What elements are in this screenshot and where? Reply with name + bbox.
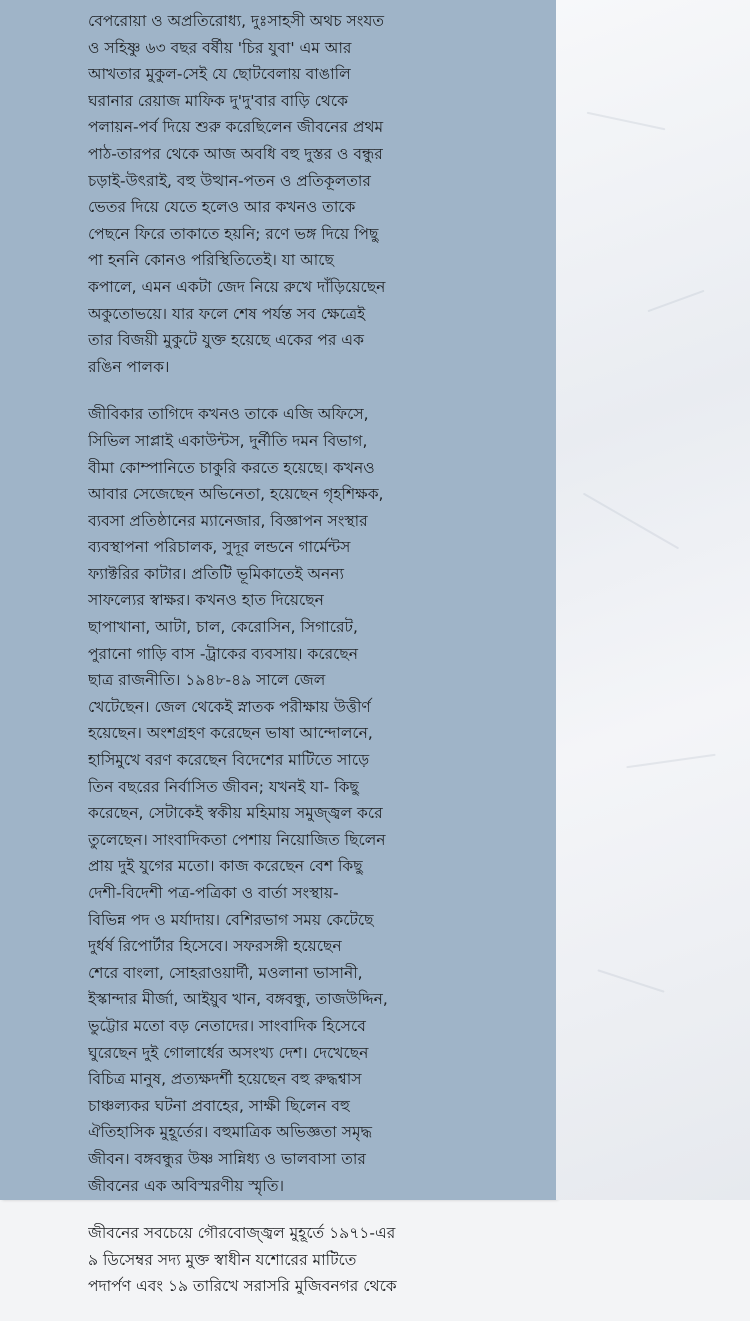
blurb-line: আখতার মুকুল-সেই যে ছোটবেলায় বাঙালি — [88, 65, 351, 84]
blurb-paragraph — [88, 8, 473, 380]
blurb-line: আবার সেজেছেন অভিনেতা, হয়েছেন গৃহশিক্ষক, — [88, 485, 384, 504]
blurb-line: প্রায় দুই যুগের মতো। কাজ করেছেন বেশ কিছু — [88, 857, 363, 876]
blurb-line: জীবনের এক অবিস্মরণীয় স্মৃতি। — [88, 1176, 285, 1195]
blurb-line: খেটেছেন। জেল থেকেই স্নাতক পরীক্ষায় উত্তীর্ণ — [88, 697, 371, 716]
blurb-line: ঘুরেছেন দুই গোলার্ধের অসংখ্য দেশ। দেখেছেন — [88, 1043, 369, 1062]
blurb-line: ফ্যাক্টরির কাটার। প্রতিটি ভূমিকাতেই অনন্য — [88, 564, 344, 583]
blurb-line: বীমা কোম্পানিতে চাকুরি করতে হয়েছে। কখনও — [88, 458, 375, 477]
blurb-line: চাঞ্চল্যকর ঘটনা প্রবাহের, সাক্ষী ছিলেন বহু — [88, 1096, 350, 1115]
blurb-line: অকুতোভয়ে। যার ফলে শেষ পর্যন্ত সব ক্ষেত্রেই — [88, 304, 366, 323]
paper-background — [556, 0, 750, 1200]
blurb-line: ৯ ডিসেম্বর সদ্য মুক্ত স্বাধীন যশোরের মাটিতে — [88, 1250, 357, 1269]
blurb-line: ব্যবস্থাপনা পরিচালক, সুদূর লন্ডনে গার্মেন্টস — [88, 538, 351, 557]
blurb-line: পুরানো গাড়ি বাস -ট্রাকের ব্যবসায়। করেছেন — [88, 644, 358, 663]
blurb-line: দুর্ধর্ষ রিপোর্টার হিসেবে। সফরসঙ্গী হয়েছেন — [88, 937, 342, 956]
blurb-line: ভেতর দিয়ে যেতে হলেও আর কখনও তাকে — [88, 198, 356, 217]
blurb-line: বিভিন্ন পদ ও মর্যাদায়। বেশিরভাগ সময় কেটেছে — [88, 910, 374, 929]
blurb-line: পা হননি কোনও পরিস্থিতিতেই। যা আছে — [88, 251, 334, 270]
blurb-paragraph — [88, 1220, 473, 1300]
blurb-line: হাসিমুখে বরণ করেছেন বিদেশের মাটিতে সাড়ে — [88, 751, 370, 770]
blurb-line: জীবনের সবচেয়ে গৌরবোজ্জ্বল মুহূর্তে ১৯৭১-এর — [88, 1224, 396, 1243]
blurb-line: দেশী-বিদেশী পত্র-পত্রিকা ও বার্তা সংস্থায়- — [88, 884, 339, 902]
blurb-line: শেরে বাংলা, সোহরাওয়ার্দী, মওলানা ভাসানী, — [88, 963, 363, 982]
blurb-line: পদার্পণ এবং ১৯ তারিখে সরাসরি মুজিবনগর থেকে — [88, 1277, 397, 1296]
blurb-line: ইস্কান্দার মীর্জা, আইয়ুব খান, বঙ্গবন্ধু, তাজউদ্দিন, — [88, 990, 388, 1009]
blurb-line: সাফল্যের স্বাক্ষর। কখনও হাত দিয়েছেন — [88, 591, 324, 610]
blurb-line: ছাত্র রাজনীতি। ১৯৪৮-৪৯ সালে জেল — [88, 671, 326, 690]
blurb-line: হয়েছেন। অংশগ্রহণ করেছেন ভাষা আন্দোলনে, — [88, 724, 373, 743]
blurb-line: করেছেন, সেটাকেই স্বকীয় মহিমায় সমুজ্জ্বল করে — [88, 804, 383, 823]
blurb-line: ভুট্টোর মতো বড় নেতাদের। সাংবাদিক হিসেবে — [88, 1016, 366, 1035]
blurb-line: রঙিন পালক। — [88, 357, 170, 376]
blurb-line: ব্যবসা প্রতিষ্ঠানের ম্যানেজার, বিজ্ঞাপন সংস্থার — [88, 511, 368, 530]
blurb-line: জীবন। বঙ্গবন্ধুর উষ্ণ সান্নিধ্য ও ভালবাসা তার — [88, 1149, 366, 1168]
blurb-line: কপালে, এমন একটা জেদ নিয়ে রুখে দাঁড়িয়েছেন — [88, 277, 386, 296]
blurb-line: ও সহিষ্ণু ৬৩ বছর বর্ষীয় 'চির যুবা' এম আর — [88, 38, 352, 57]
blurb-line: তুলেছেন। সাংবাদিকতা পেশায় নিয়োজিত ছিলেন — [88, 830, 386, 849]
blurb-line: পাঠ-তারপর থেকে আজ অবধি বহু দুস্তর ও বন্ধুর — [88, 144, 383, 163]
blurb-line: তার বিজয়ী মুকুটে যুক্ত হয়েছে একের পর এক — [88, 331, 364, 350]
blurb-line: পেছনে ফিরে তাকাতে হয়নি; রণে ভঙ্গ দিয়ে পিছু — [88, 224, 379, 243]
blurb-line: সিভিল সাপ্লাই একাউন্টস, দুর্নীতি দমন বিভাগ, — [88, 431, 368, 450]
blurb-line: বিচিত্র মানুষ, প্রত্যক্ষদর্শী হয়েছেন বহু রুদ্ধশ্বাস — [88, 1070, 362, 1089]
blurb-line: বেপরোয়া ও অপ্রতিরোধ্য, দুঃসাহসী অথচ সংযত — [88, 12, 385, 30]
blurb-line: তিন বছরের নির্বাসিত জীবন; যখনই যা- কিছু — [88, 777, 359, 796]
blurb-line: ছাপাখানা, আটা, চাল, কেরোসিন, সিগারেট, — [88, 618, 358, 637]
flap-blurb — [88, 8, 473, 1321]
blurb-line: চড়াই-উৎরাই, বহু উত্থান-পতন ও প্রতিকূলতার — [88, 171, 371, 190]
blurb-paragraph — [88, 401, 473, 1199]
blurb-line: ঐতিহাসিক মুহূর্তের। বহুমাত্রিক অভিজ্ঞতা সমৃদ্ধ — [88, 1123, 372, 1142]
blurb-line: ঘরানার রেয়াজ মাফিক দু'দু'বার বাড়ি থেকে — [88, 91, 348, 110]
blurb-line: জীবিকার তাগিদে কখনও তাকে এজি অফিসে, — [88, 405, 369, 424]
blurb-line: পলায়ন-পর্ব দিয়ে শুরু করেছিলেন জীবনের প্রথম — [88, 118, 384, 137]
